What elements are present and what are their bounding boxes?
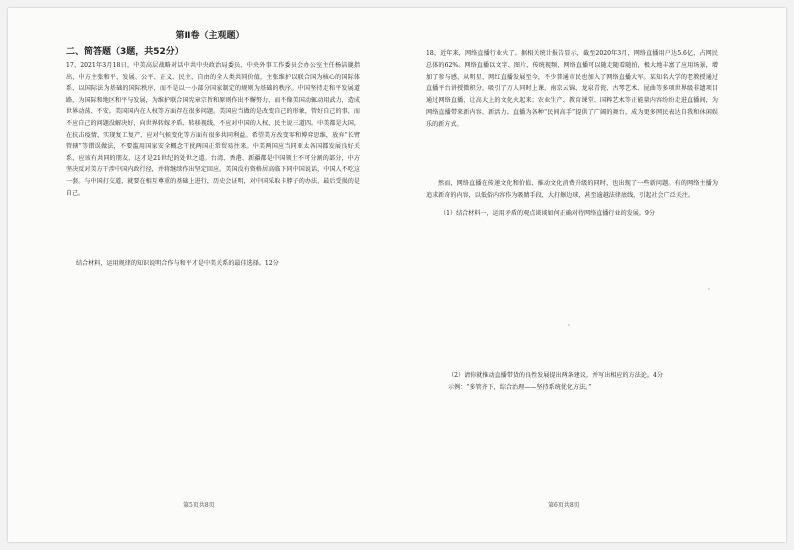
question-18-subquestion-2-block xyxy=(448,370,718,393)
question-18-material-continued: 然而，网络直播在传递文化和价值、推动文化消费升级的同时，也出现了一些新问题。有的网络主播为追求新奇的内容，以低俗内容作为吸睛手段，大打擦边球，甚至逾越法律底线，引起社会广泛关注。 xyxy=(426,180,718,199)
page-number-left: 第5页共8页 xyxy=(183,502,215,509)
section-heading: 二、简答题（3题，共52分） xyxy=(66,47,184,57)
page-number-right: 第6页共8页 xyxy=(548,502,580,509)
question-17-text: 17、2021年3月18日，中美高层战略对话中共中央政治局委员、中央外事工作委员会办公室主任杨洁篪指出，中方主张和平、发展、公平、正义、民主、自由的全人类共同价值，主张维护以联合国为核心的国际体系、以国际法为基础的国际秩序，而不是以一小部分国家制定的规则为基础的秩序。中国坚持走和平发展道路，为国际和地区和平与发展，为维护联合国宪章宗旨和原则作出不懈努力，而不像美国动辄动用武力，造成世界动荡、不安。美国国内在人权等方面存在很多问题。美国应当做的是改变自己的形象，管好自己的事，而不应自己的问题没解决好，向世界转嫁矛盾、转移视线，不应对中国的人权、民主说三道四。中美都是大国，在抗击疫情、实现复工复产、应对气候变化等方面有很多共同利益。希望美方改变零和博弈思维，放弃“长臂管辖”等错误做法，不要滥用国家安全概念干扰两国正常贸易往来。中美两国应当同亚太各国都发展良好关系，应该有共同的朋友，这才是21世纪的处世之道。台湾、香港、新疆都是中国领土不可分割的部分，中方坚决反对美方干涉中国内政行径，并将继续作出坚定回应。美国没有资格居高临下同中国说话，中国人不吃这一套。与中国打交道，就要在相互尊重的基础上进行，历史会证明，对中国采取卡脖子的办法，最后受损的是自己。 xyxy=(66,62,360,197)
question-18-material: 18、近年来，网络直播行业火了。据相关统计报告显示，截至2020年3月，网络直播用户达5.6亿，占网民总体的62%。网络直播以文字、图片、传统视频，网络直播可以随走随看随拍，极大地丰富了应用场景，增加了参与感，从明星、网红直播发展至今，不少普通市民也加入了网络直播大军。某知名大学的老教授通过直播平台讲授微积分，吸引了万人同时上课，南京云锦、龙泉青瓷、古琴艺术、昆曲等多项世界级非遗项目通过网络直播，让高大上的文化火起来；农业生产、教育课堂、国粹艺术等正能量内容纷纷走进直播间，为网络直播带来新内容、新活力。直播为各种“民间高手”提供了广阔的舞台，成为更多网民表达自我和休闲娱乐的新方式。 xyxy=(426,50,718,128)
exam-sheet xyxy=(8,8,786,542)
question-17-requirement: 结合材料，运用规律的知识说明合作与和平才是中美关系的最佳选择。12分 xyxy=(76,260,279,267)
scan-speck xyxy=(568,324,570,326)
question-18-subquestion-1: （1）结合材料一，运用矛盾的观点谈谈如何正确对待网络直播行业的发展。9分 xyxy=(440,210,655,217)
question-18-example: 示例：“多管齐下，综合治理——坚持系统优化方法。” xyxy=(448,383,592,391)
left-page xyxy=(60,8,360,542)
part-title: 第Ⅱ卷（主观题） xyxy=(175,31,245,41)
question-18-subquestion-2: （2）请你就推动直播带货的良性发展提出两条建议，并写出相应的方法论。4分 xyxy=(448,372,663,379)
scan-speck xyxy=(708,288,710,290)
right-page xyxy=(426,8,718,542)
